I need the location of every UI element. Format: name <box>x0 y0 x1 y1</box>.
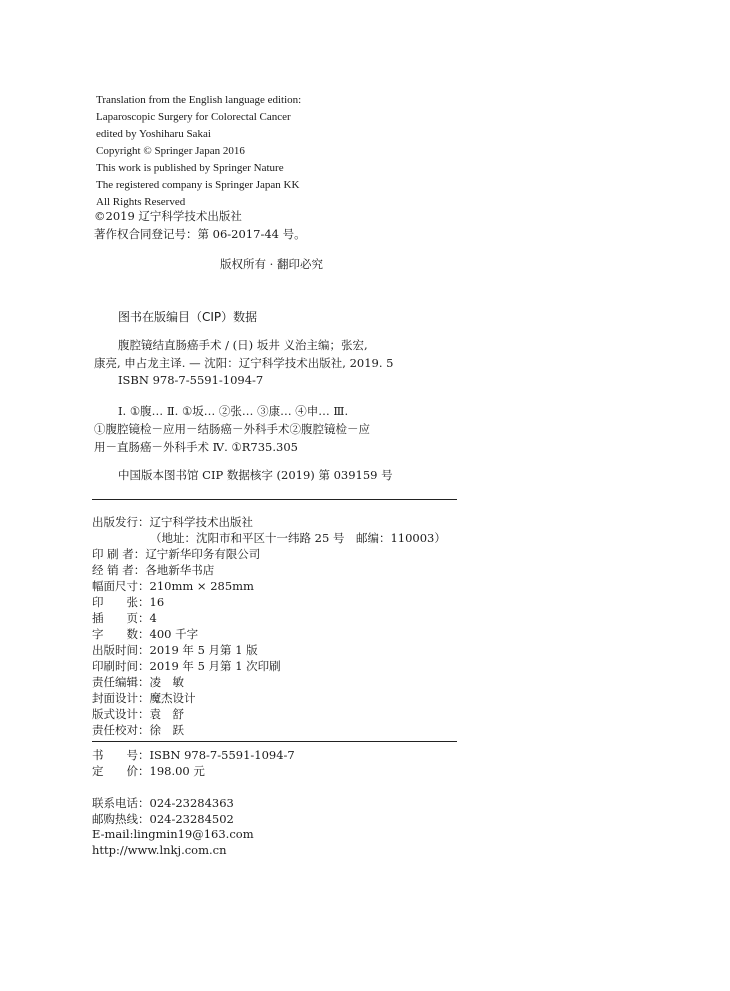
pub-value: 210mm × 285mm <box>149 579 254 593</box>
price-row <box>92 763 205 779</box>
pub-label: 插 页： <box>92 611 150 625</box>
copyright-en-line: Translation from the English language edition: <box>96 94 302 106</box>
cip-line: 用－直肠癌－外科手术 Ⅳ. ①R735.305 <box>94 440 298 454</box>
pub-label: 责任编辑： <box>92 675 150 689</box>
pub-row <box>92 578 254 594</box>
pub-label: 幅面尺寸： <box>92 579 150 593</box>
pub-value: 徐 跃 <box>149 723 184 737</box>
contact-phone: 联系电话：024-23284363 <box>92 796 234 810</box>
pub-value: 辽宁新华印务有限公司 <box>145 547 261 561</box>
isbn-label: 书 号： <box>92 748 150 762</box>
divider <box>92 499 457 500</box>
pub-value: 袁 舒 <box>149 707 184 721</box>
contact-mail-order: 邮购热线：024-23284502 <box>92 812 234 826</box>
copyright-en-line: edited by Yoshiharu Sakai <box>96 128 211 140</box>
cip-line: 康亮, 申占龙主译. — 沈阳：辽宁科学技术出版社, 2019. 5 <box>94 356 394 370</box>
pub-value: 2019 年 5 月第 1 版 <box>149 643 258 657</box>
rights-notice: 版权所有 · 翻印必究 <box>220 257 323 271</box>
pub-value: 4 <box>149 611 157 625</box>
pub-value: 各地新华书店 <box>145 563 215 577</box>
pub-row <box>92 690 196 706</box>
price-label: 定 价： <box>92 764 150 778</box>
isbn-value: ISBN 978-7-5591-1094-7 <box>149 748 295 762</box>
pub-address <box>150 530 446 546</box>
cip-line: ①腹腔镜检－应用－结肠癌－外科手术②腹腔镜检－应 <box>94 422 370 436</box>
pub-label: 封面设计： <box>92 691 150 705</box>
pub-label: 责任校对： <box>92 723 150 737</box>
isbn-row <box>92 747 295 763</box>
pub-row <box>92 706 184 722</box>
pub-value: （地址：沈阳市和平区十一纬路 25 号 邮编：110003） <box>150 531 446 545</box>
pub-label: 印 刷 者： <box>92 547 146 561</box>
copyright-cn-line: ©2019 辽宁科学技术出版社 <box>94 209 242 223</box>
copyright-en-line: All Rights Reserved <box>96 196 186 208</box>
pub-label: 印刷时间： <box>92 659 150 673</box>
pub-label: 经 销 者： <box>92 563 146 577</box>
contact-email: E-mail:lingmin19@163.com <box>92 827 254 841</box>
cip-line: Ⅰ. ①腹… Ⅱ. ①坂… ②张… ③康… ④申… Ⅲ. <box>118 404 349 418</box>
pub-row <box>92 562 214 578</box>
contract-registration-number: 著作权合同登记号：第 06-2017-44 号。 <box>94 227 306 241</box>
pub-row <box>92 546 260 562</box>
pub-value: 16 <box>149 595 165 609</box>
price-value: 198.00 元 <box>149 764 205 778</box>
contact-website: http://www.lnkj.com.cn <box>92 843 227 857</box>
pub-row <box>92 642 258 658</box>
pub-value: 辽宁科学技术出版社 <box>149 515 253 529</box>
divider <box>92 741 457 742</box>
copyright-en-line: Laparoscopic Surgery for Colorectal Cancer <box>96 111 291 123</box>
pub-label: 印 张： <box>92 595 150 609</box>
pub-label: 出版时间： <box>92 643 150 657</box>
cip-line: 腹腔镜结直肠癌手术 / (日) 坂井 义治主编；张宏, <box>118 338 368 352</box>
pub-row <box>92 658 281 674</box>
copyright-en-line: The registered company is Springer Japan KK <box>96 179 300 191</box>
pub-value: 魔杰设计 <box>149 691 196 705</box>
pub-row <box>92 594 164 610</box>
copyright-en-line: This work is published by Springer Nature <box>96 162 284 174</box>
pub-row <box>92 722 184 738</box>
pub-label: 字 数： <box>92 627 150 641</box>
pub-row <box>92 514 253 530</box>
pub-row <box>92 674 184 690</box>
pub-label: 版式设计： <box>92 707 150 721</box>
pub-row <box>92 626 198 642</box>
pub-value: 凌 敏 <box>149 675 184 689</box>
pub-value: 2019 年 5 月第 1 次印刷 <box>149 659 281 673</box>
cip-data-number: 中国版本图书馆 CIP 数据核字 (2019) 第 039159 号 <box>118 468 393 482</box>
cip-heading: 图书在版编目（CIP）数据 <box>118 310 258 324</box>
pub-value: 400 千字 <box>149 627 199 641</box>
pub-label: 出版发行： <box>92 515 150 529</box>
pub-row <box>92 610 157 626</box>
copyright-en-line: Copyright © Springer Japan 2016 <box>96 145 245 157</box>
cip-isbn: ISBN 978-7-5591-1094-7 <box>118 373 264 387</box>
